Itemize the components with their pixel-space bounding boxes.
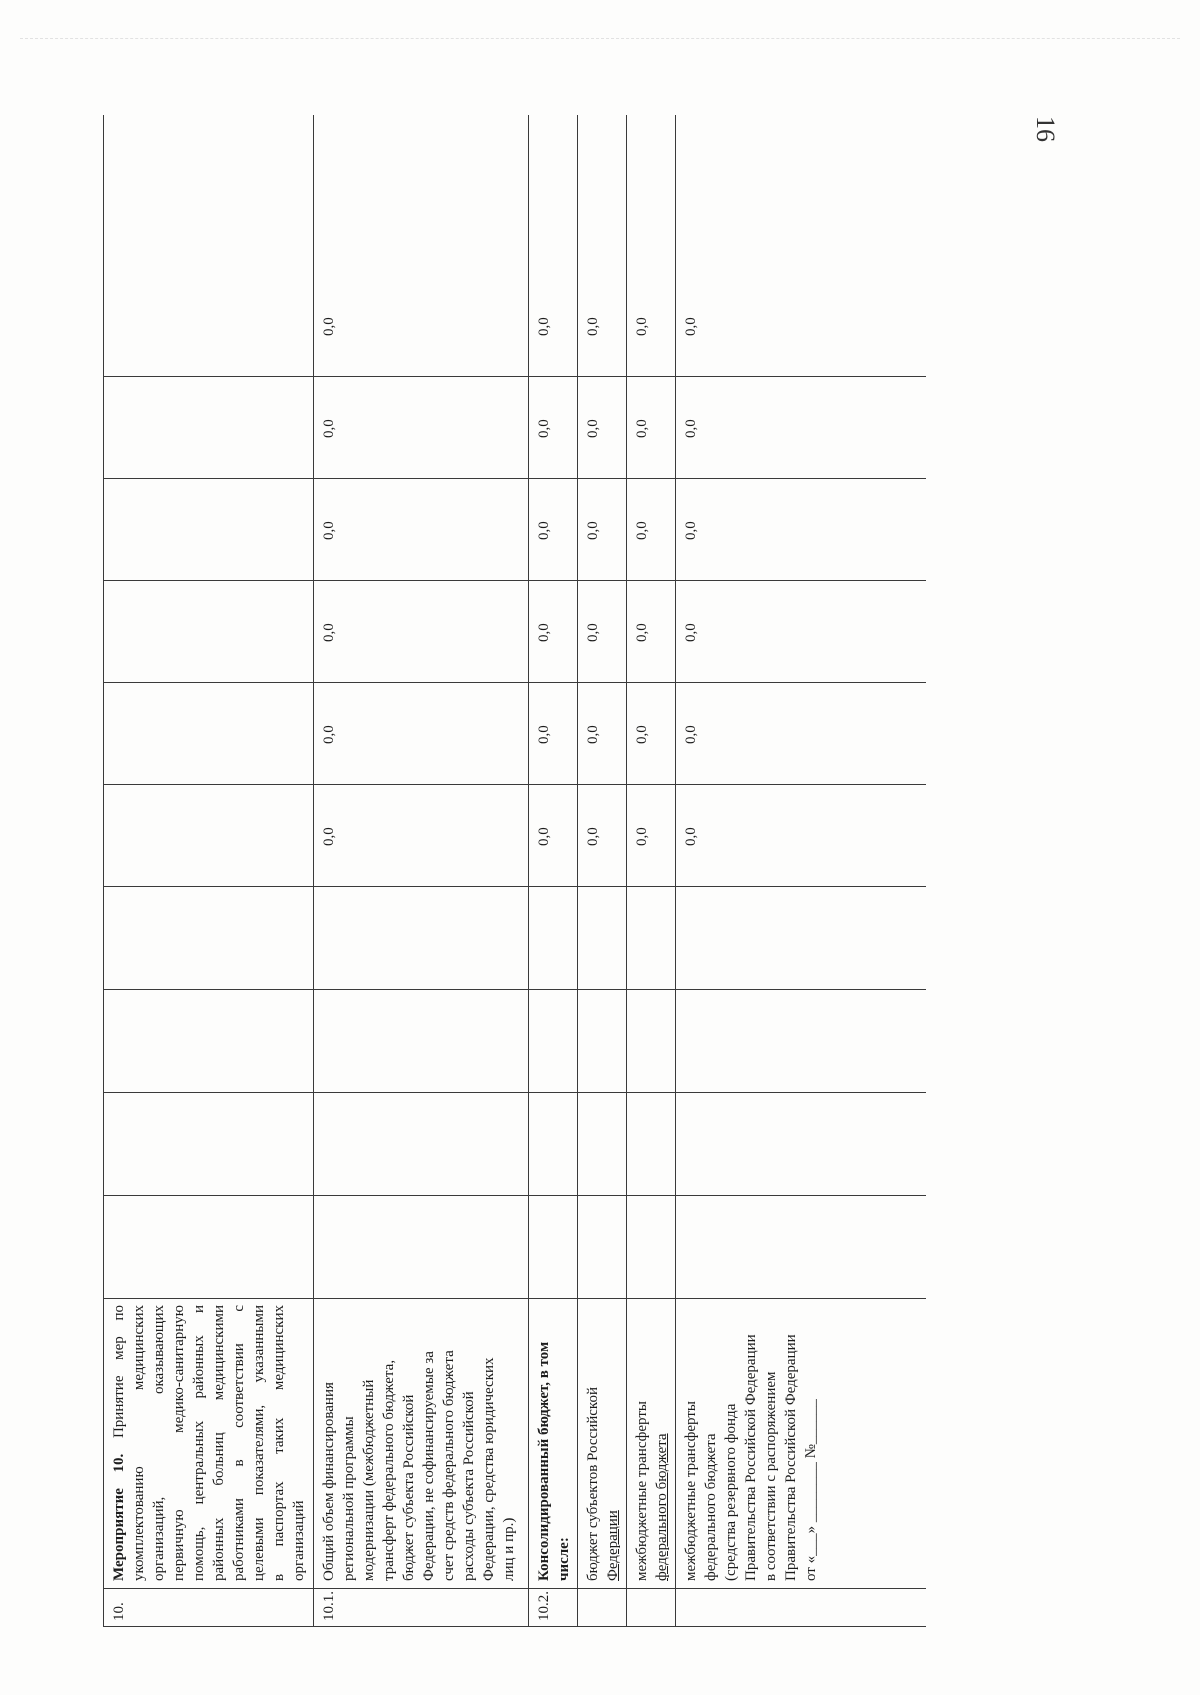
row-label-line: Федерации, не софинансируемые за <box>421 1351 437 1581</box>
table-row <box>627 115 676 1627</box>
value-cell <box>578 1093 627 1196</box>
scan-edge-line <box>20 38 1180 39</box>
value-cell <box>578 990 627 1093</box>
value-cell <box>627 990 676 1093</box>
value-cell: 0,0 <box>529 785 578 887</box>
value-cell <box>529 1196 578 1299</box>
value-cell <box>676 1093 927 1196</box>
value-cell: 0,0 <box>627 581 676 683</box>
value-cell: 0,0 <box>314 785 529 887</box>
row-label-line: организаций, оказывающих <box>151 1305 167 1581</box>
value-cell: 0,0 <box>314 377 529 479</box>
row-number <box>676 1589 927 1627</box>
value-cell <box>578 887 627 990</box>
value-cell <box>104 990 314 1093</box>
value-cell <box>676 990 927 1093</box>
row-label-line: Правительства Российской Федерации <box>743 1334 759 1581</box>
financing-table <box>103 115 926 1627</box>
value-cell: 0,0 <box>627 115 676 377</box>
row-label-line: модернизации (межбюджетный <box>361 1379 377 1581</box>
row-label <box>104 1299 314 1589</box>
value-cell <box>104 581 314 683</box>
row-label-line: от «___» ________ №______ <box>803 1399 819 1581</box>
value-cell: 0,0 <box>314 581 529 683</box>
value-cell <box>314 990 529 1093</box>
value-cell: 0,0 <box>578 479 627 581</box>
value-cell: 0,0 <box>676 479 927 581</box>
row-label-line: федерального бюджета <box>703 1433 719 1581</box>
value-cell: 0,0 <box>578 115 627 377</box>
row-number: 10.2. <box>529 1589 578 1627</box>
row-label <box>529 1299 578 1589</box>
value-cell: 0,0 <box>529 581 578 683</box>
row-number <box>627 1589 676 1627</box>
value-cell <box>314 1093 529 1196</box>
value-cell: 0,0 <box>529 115 578 377</box>
value-cell <box>104 377 314 479</box>
value-cell <box>104 1093 314 1196</box>
value-cell: 0,0 <box>627 479 676 581</box>
value-cell <box>104 683 314 785</box>
row-label-line: районных больниц медицинскими <box>211 1305 227 1581</box>
row-label <box>578 1299 627 1589</box>
table-row <box>314 115 529 1627</box>
value-cell <box>627 1196 676 1299</box>
table-row <box>578 115 627 1627</box>
value-cell <box>104 479 314 581</box>
row-label-line: работниками в соответствии с <box>231 1305 247 1581</box>
value-cell: 0,0 <box>578 581 627 683</box>
row-label-line: Консолидированный бюджет, в том <box>536 1341 552 1581</box>
value-cell <box>314 1196 529 1299</box>
value-cell: 0,0 <box>529 479 578 581</box>
row-label-line: региональной программы <box>341 1416 357 1581</box>
value-cell <box>314 887 529 990</box>
row-label-line: счет средств федерального бюджета <box>441 1350 457 1581</box>
value-cell: 0,0 <box>314 683 529 785</box>
page-number: 16 <box>1031 116 1060 142</box>
value-cell: 0,0 <box>578 377 627 479</box>
value-cell <box>676 1196 927 1299</box>
value-cell <box>627 887 676 990</box>
row-label-line: помощь, центральных районных и <box>191 1305 207 1581</box>
value-cell: 0,0 <box>314 479 529 581</box>
value-cell: 0,0 <box>578 785 627 887</box>
table-frame <box>103 115 926 1627</box>
row-label <box>627 1299 676 1589</box>
value-cell: 0,0 <box>676 785 927 887</box>
row-label-line: организаций <box>291 1500 307 1581</box>
value-cell <box>104 1196 314 1299</box>
value-cell: 0,0 <box>627 377 676 479</box>
value-cell <box>627 1093 676 1196</box>
value-cell <box>578 1196 627 1299</box>
row-label-line: Федерации, средства юридических <box>481 1357 497 1581</box>
value-cell: 0,0 <box>529 683 578 785</box>
row-label-line: (средства резервного фонда <box>723 1403 739 1581</box>
value-cell: 0,0 <box>314 115 529 377</box>
value-cell <box>104 115 314 377</box>
row-label-line: трансферт федерального бюджета, <box>381 1359 397 1581</box>
value-cell <box>529 990 578 1093</box>
value-cell: 0,0 <box>627 785 676 887</box>
value-cell <box>104 887 314 990</box>
row-label-line: лиц и пр.) <box>501 1517 517 1581</box>
table-row <box>529 115 578 1627</box>
table-row <box>676 115 927 1627</box>
row-number: 10.1. <box>314 1589 529 1627</box>
row-label-line: Федерации <box>605 1510 621 1581</box>
value-cell <box>529 887 578 990</box>
row-label-line: в паспортах таких медицинских <box>271 1305 287 1581</box>
row-number: 10. <box>104 1589 314 1627</box>
row-label-line: первичную медико-санитарную <box>171 1305 187 1581</box>
row-label-line: межбюджетные трансферты <box>683 1401 699 1581</box>
row-label-line: Мероприятие 10. Принятие мер по <box>111 1305 127 1581</box>
value-cell: 0,0 <box>529 377 578 479</box>
row-label-line: целевыми показателями, указанными <box>251 1305 267 1581</box>
table-row <box>104 115 314 1627</box>
row-label-line: укомплектованию медицинских <box>131 1305 147 1581</box>
row-label-line: числе: <box>556 1537 572 1581</box>
value-cell <box>676 887 927 990</box>
value-cell: 0,0 <box>676 115 927 377</box>
row-label <box>314 1299 529 1589</box>
rotated-table-wrapper <box>103 115 926 1627</box>
row-label-line: бюджет субъектов Российской <box>585 1387 601 1581</box>
value-cell: 0,0 <box>627 683 676 785</box>
value-cell: 0,0 <box>676 683 927 785</box>
value-cell: 0,0 <box>676 581 927 683</box>
row-label-line: бюджет субъекта Российской <box>401 1394 417 1581</box>
row-number <box>578 1589 627 1627</box>
value-cell <box>529 1093 578 1196</box>
row-label-line: Правительства Российской Федерации <box>783 1334 799 1581</box>
row-label <box>676 1299 927 1589</box>
row-label-line: федерального бюджета <box>654 1433 670 1581</box>
row-label-line: Общий объем финансирования <box>321 1382 337 1581</box>
row-label-line: в соответствии с распоряжением <box>763 1371 779 1581</box>
value-cell: 0,0 <box>578 683 627 785</box>
row-label-line: межбюджетные трансферты <box>634 1401 650 1581</box>
row-label-line: расходы субъекта Российской <box>461 1391 477 1581</box>
value-cell: 0,0 <box>676 377 927 479</box>
value-cell <box>104 785 314 887</box>
